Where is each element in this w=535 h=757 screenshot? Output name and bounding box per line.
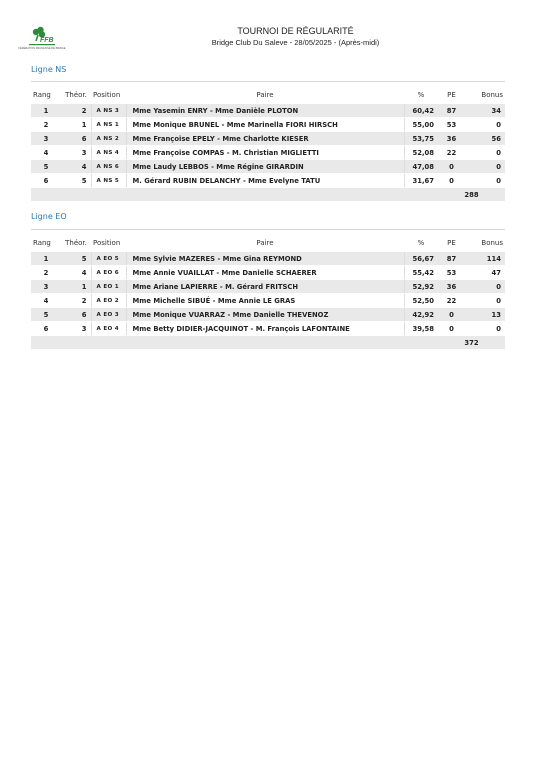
cell-pe: 22 [438,146,465,160]
cell-bonus: 47 [465,266,505,280]
table-row [31,294,505,308]
page-header [0,26,535,48]
logo-caption: FÉDÉRATION FRANÇAISE DE BRIDGE [18,47,66,50]
cell-pct: 56,67 [404,252,438,266]
cell-rang: 4 [31,294,61,308]
col-paire: Paire [256,239,274,247]
table-row [31,252,505,266]
cell-rang: 6 [31,174,61,188]
cell-pe: 87 [438,252,465,266]
cell-pct: 60,42 [404,104,438,118]
cell-bonus: 34 [465,104,505,118]
cell-theor: 1 [61,118,91,132]
cell-pe: 0 [438,322,465,336]
cell-pct: 55,42 [404,266,438,280]
cell-bonus: 0 [465,174,505,188]
table-row [31,132,505,146]
table-header-row [31,234,505,252]
cell-position: A NS 1 [91,118,126,132]
cell-paire: Mme Monique BRUNEL - Mme Marinella FIORI HIRSCH [126,118,404,132]
cell-pct: 55,00 [404,118,438,132]
col-pe: PE [447,91,456,99]
cell-pct: 39,58 [404,322,438,336]
table-row [31,118,505,132]
col-paire: Paire [256,91,274,99]
col-theor: Théor. [65,91,87,99]
cell-position: A NS 6 [91,160,126,174]
total-value: 288 [438,188,505,202]
col-pe: PE [447,239,456,247]
cell-pe: 22 [438,294,465,308]
table-row [31,160,505,174]
cell-pe: 53 [438,266,465,280]
cell-pe: 36 [438,132,465,146]
col-pct: % [417,239,425,247]
col-rang: Rang [33,91,51,99]
cell-pe: 87 [438,104,465,118]
col-rang: Rang [33,239,51,247]
cell-rang: 3 [31,132,61,146]
cell-position: A EO 6 [91,266,126,280]
cell-paire: Mme Annie VUAILLAT - Mme Danielle SCHAERER [126,266,404,280]
cell-pct: 42,92 [404,308,438,322]
cell-paire: Mme Betty DIDIER-JACQUINOT - M. François LAFONTAINE [126,322,404,336]
cell-theor: 6 [61,132,91,146]
cell-paire: Mme Laudy LEBBOS - Mme Régine GIRARDIN [126,160,404,174]
table-row [31,104,505,118]
cell-rang: 2 [31,118,61,132]
cell-bonus: 0 [465,280,505,294]
cell-pe: 53 [438,118,465,132]
cell-theor: 5 [61,174,91,188]
cell-position: A NS 2 [91,132,126,146]
cell-position: A NS 4 [91,146,126,160]
cell-position: A EO 4 [91,322,126,336]
cell-bonus: 0 [465,118,505,132]
section-title-ns: Ligne NS [31,65,67,74]
table-header-row [31,86,505,104]
col-position: Position [93,239,121,247]
cell-theor: 4 [61,266,91,280]
table-row [31,280,505,294]
cell-rang: 1 [31,104,61,118]
cell-bonus: 0 [465,160,505,174]
cell-theor: 3 [61,146,91,160]
section-title-eo: Ligne EO [31,212,67,221]
table-total-row [31,188,505,202]
cell-position: A EO 2 [91,294,126,308]
results-table-eo [31,234,505,350]
cell-paire: Mme Françoise EPELY - Mme Charlotte KIESER [126,132,404,146]
cell-bonus: 0 [465,322,505,336]
col-theor: Théor. [65,239,87,247]
cell-bonus: 56 [465,132,505,146]
cell-position: A NS 5 [91,174,126,188]
page-subtitle: Bridge Club Du Saleve - 28/05/2025 - (Après-midi) [211,38,380,47]
cell-theor: 2 [61,104,91,118]
cell-position: A EO 3 [91,308,126,322]
cell-rang: 4 [31,146,61,160]
cell-pct: 52,50 [404,294,438,308]
cell-rang: 5 [31,160,61,174]
cell-position: A NS 3 [91,104,126,118]
total-value: 372 [438,336,505,350]
cell-paire: Mme Ariane LAPIERRE - M. Gérard FRITSCH [126,280,404,294]
cell-paire: Mme Michelle SIBUÉ - Mme Annie LE GRAS [126,294,404,308]
cell-pe: 0 [438,160,465,174]
cell-pe: 36 [438,280,465,294]
cell-pe: 0 [438,174,465,188]
results-table-ns [31,86,505,202]
cell-paire: Mme Françoise COMPAS - M. Christian MIGLIETTI [126,146,404,160]
col-pct: % [417,91,425,99]
cell-bonus: 0 [465,294,505,308]
section-divider [31,229,505,230]
cell-pct: 52,08 [404,146,438,160]
table-total-row [31,336,505,350]
col-bonus: Bonus [481,239,503,247]
cell-theor: 1 [61,280,91,294]
cell-rang: 6 [31,322,61,336]
cell-theor: 2 [61,294,91,308]
cell-rang: 1 [31,252,61,266]
cell-bonus: 114 [465,252,505,266]
cell-pct: 53,75 [404,132,438,146]
table-row [31,308,505,322]
cell-position: A EO 1 [91,280,126,294]
cell-paire: Mme Sylvie MAZERES - Mme Gina REYMOND [126,252,404,266]
cell-rang: 3 [31,280,61,294]
cell-rang: 5 [31,308,61,322]
cell-pe: 0 [438,308,465,322]
cell-theor: 4 [61,160,91,174]
section-divider [31,81,505,82]
cell-pct: 52,92 [404,280,438,294]
cell-pct: 47,08 [404,160,438,174]
logo-text: FFB [40,37,54,44]
table-row [31,146,505,160]
cell-position: A EO 5 [91,252,126,266]
table-row [31,266,505,280]
col-position: Position [93,91,121,99]
cell-bonus: 0 [465,146,505,160]
cell-rang: 2 [31,266,61,280]
cell-paire: Mme Yasemin ENRY - Mme Danièle PLOTON [126,104,404,118]
total-spacer [31,336,438,350]
cell-theor: 3 [61,322,91,336]
cell-theor: 6 [61,308,91,322]
table-row [31,322,505,336]
cell-bonus: 13 [465,308,505,322]
cell-paire: M. Gérard RUBIN DELANCHY - Mme Evelyne TATU [126,174,404,188]
cell-paire: Mme Monique VUARRAZ - Mme Danielle THEVENOZ [126,308,404,322]
total-spacer [31,188,438,202]
col-bonus: Bonus [481,91,503,99]
page-title: TOURNOI DE RÉGULARITÉ [237,26,354,36]
table-row [31,174,505,188]
cell-pct: 31,67 [404,174,438,188]
cell-theor: 5 [61,252,91,266]
